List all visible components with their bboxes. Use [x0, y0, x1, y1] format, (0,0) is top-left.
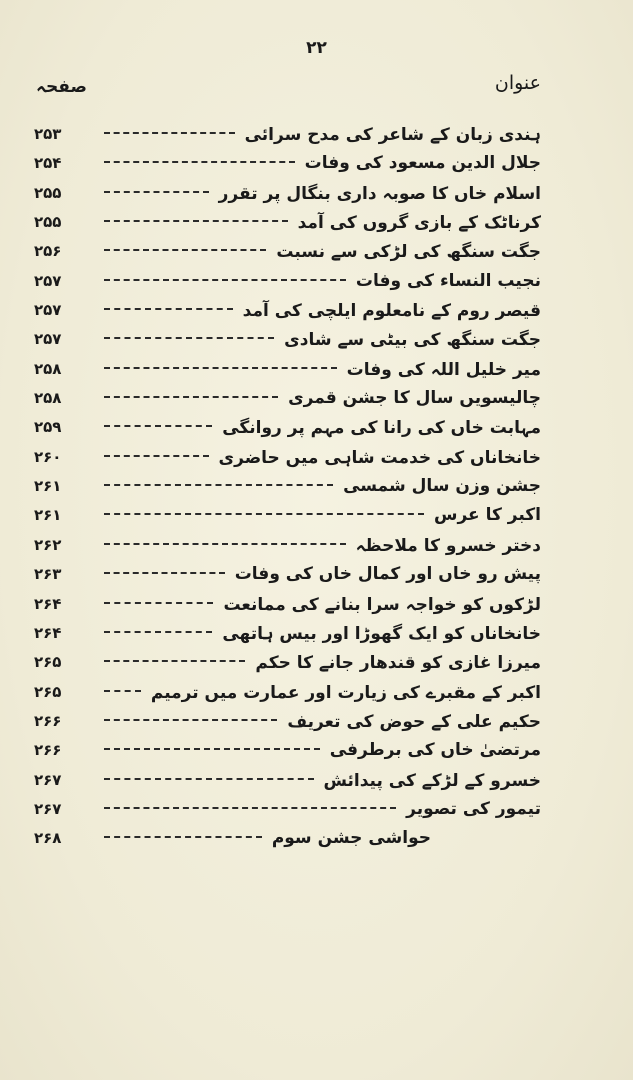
toc-entry-title: جلال الدین مسعود کی وفات	[304, 153, 541, 174]
toc-entry-title: خسرو کے لڑکے کی پیدائش	[323, 770, 541, 791]
toc-entry-page-number: ۲۶۰	[34, 447, 62, 466]
toc-entry-title: پیش رو خاں اور کمال خاں کی وفات	[234, 564, 541, 585]
toc-leader-line	[104, 778, 314, 782]
toc-entry-page-number: ۲۵۵	[34, 213, 62, 232]
toc-entry	[0, 768, 633, 797]
toc-entry	[0, 269, 633, 298]
toc-entry-page-number: ۲۶۱	[34, 477, 62, 496]
toc-entry	[0, 181, 633, 210]
toc-leader-line	[104, 337, 274, 341]
toc-entry-title: کرناٹک کے بازی گروں کی آمد	[297, 213, 541, 234]
toc-entry-title: جشن وزن سال شمسی	[343, 476, 541, 497]
toc-entry	[0, 357, 633, 386]
column-header-title: عنوان	[494, 72, 541, 94]
column-header-page: صفحہ	[36, 77, 87, 97]
toc-entry-title: نجیب النساء کی وفات	[355, 270, 541, 291]
toc-entry-page-number: ۲۵۷	[34, 271, 62, 290]
toc-entry-title: چالیسویں سال کا جشن قمری	[288, 388, 541, 409]
toc-entry-title: لڑکوں کو خواجہ سرا بنانے کی ممانعت	[223, 594, 541, 615]
toc-entry	[0, 826, 633, 855]
toc-entry-title: حکیم علی کے حوض کی تعریف	[287, 711, 541, 732]
toc-entry	[0, 415, 633, 444]
toc-leader-line	[104, 836, 262, 840]
toc-entry	[0, 738, 633, 767]
toc-entry-page-number: ۲۶۶	[34, 741, 62, 760]
toc-leader-line	[104, 807, 396, 811]
toc-leader-line	[104, 602, 213, 606]
toc-entry-title: قیصر روم کے نامعلوم ایلچی کی آمد	[242, 301, 541, 322]
toc-entry	[0, 797, 633, 826]
toc-entry-page-number: ۲۵۷	[34, 301, 62, 320]
toc-leader-line	[104, 132, 235, 136]
toc-entry-title: تیمور کی تصویر	[406, 798, 541, 819]
toc-entry-page-number: ۲۶۴	[34, 623, 62, 642]
toc-entry-title: میرزا غازی کو قندھار جانے کا حکم	[255, 653, 541, 674]
toc-entry-page-number: ۲۵۸	[34, 359, 62, 378]
toc-entry-title: مہابت خاں کی رانا کی مہم پر روانگی	[222, 418, 541, 439]
toc-entry-title: جگت سنگھ کی لڑکی سے نسبت	[276, 242, 541, 263]
toc-leader-line	[104, 279, 346, 283]
toc-leader-line	[104, 690, 141, 694]
toc-leader-line	[104, 631, 212, 635]
toc-leader-line	[104, 572, 225, 576]
toc-entry	[0, 210, 633, 239]
toc-entry	[0, 386, 633, 415]
toc-entry-title: خانخاناں کو ایک گھوڑا اور بیس ہاتھی	[222, 623, 541, 644]
toc-entry-title: مرتضیٰ خاں کی برطرفی	[329, 740, 541, 761]
toc-leader-line	[104, 719, 277, 723]
toc-entry	[0, 592, 633, 621]
toc-leader-line	[104, 513, 424, 517]
toc-entry-page-number: ۲۶۸	[34, 829, 62, 848]
toc-entry-page-number: ۲۵۸	[34, 389, 62, 408]
toc-entry-title: جگت سنگھ کی بیٹی سے شادی	[284, 330, 541, 351]
toc-entry	[0, 503, 633, 532]
toc-entry-page-number: ۲۶۷	[34, 770, 62, 789]
toc-leader-line	[104, 455, 209, 459]
toc-leader-line	[104, 220, 288, 224]
toc-entry-page-number: ۲۶۷	[34, 799, 62, 818]
toc-leader-line	[104, 396, 278, 400]
toc-leader-line	[104, 748, 320, 752]
toc-leader-line	[104, 367, 337, 371]
toc-entry-title: میر خلیل اللہ کی وفات	[346, 359, 541, 380]
toc-entry-title: اکبر کے مقبرے کی زیارت اور عمارت میں ترمیم	[150, 682, 541, 703]
toc-entry-title: اسلام خاں کا صوبہ داری بنگال پر تقرر	[218, 183, 541, 204]
toc-entry-title: دختر خسرو کا ملاحظہ	[355, 535, 541, 556]
toc-leader-line	[104, 484, 333, 488]
toc-entry	[0, 445, 633, 474]
toc-leader-line	[104, 660, 245, 664]
toc-entry	[0, 709, 633, 738]
toc-entry-page-number: ۲۶۳	[34, 565, 62, 584]
toc-entry-page-number: ۲۶۱	[34, 506, 62, 525]
toc-entry	[0, 474, 633, 503]
toc-entry-title: خانخاناں کی خدمت شاہی میں حاضری	[218, 447, 541, 468]
toc-entry	[0, 151, 633, 180]
toc-entry-page-number: ۲۵۴	[34, 154, 62, 173]
toc-entry	[0, 562, 633, 591]
toc-entry	[0, 122, 633, 151]
toc-entry	[0, 650, 633, 679]
toc-entry	[0, 621, 633, 650]
toc-entry-page-number: ۲۵۳	[34, 125, 62, 143]
toc-entry	[0, 533, 633, 562]
toc-entry-page-number: ۲۶۵	[34, 682, 62, 701]
toc-leader-line	[104, 308, 233, 312]
toc-entry	[0, 680, 633, 709]
toc-entry-page-number: ۲۵۹	[34, 418, 62, 437]
toc-entry-title: اکبر کا عرس	[434, 505, 541, 526]
toc-leader-line	[104, 425, 212, 429]
toc-leader-line	[104, 543, 346, 547]
toc-leader-line	[104, 249, 266, 253]
toc-entry-page-number: ۲۶۵	[34, 653, 62, 672]
toc-entry-page-number: ۲۶۴	[34, 594, 62, 613]
table-of-contents	[0, 122, 633, 856]
toc-leader-line	[104, 161, 295, 165]
toc-entry-page-number: ۲۵۵	[34, 183, 62, 202]
toc-entry	[0, 327, 633, 356]
toc-entry-title: حواشی جشن سوم	[271, 828, 431, 849]
toc-entry-page-number: ۲۶۶	[34, 711, 62, 730]
toc-leader-line	[104, 191, 209, 195]
toc-entry-page-number: ۲۵۷	[34, 330, 62, 349]
toc-entry-page-number: ۲۵۶	[34, 242, 62, 261]
toc-entry	[0, 298, 633, 327]
page-number: ۲۲	[306, 38, 327, 58]
toc-entry	[0, 239, 633, 268]
toc-entry-title: ہندی زبان کے شاعر کی مدح سرائی	[244, 125, 541, 145]
toc-entry-page-number: ۲۶۲	[34, 535, 62, 554]
